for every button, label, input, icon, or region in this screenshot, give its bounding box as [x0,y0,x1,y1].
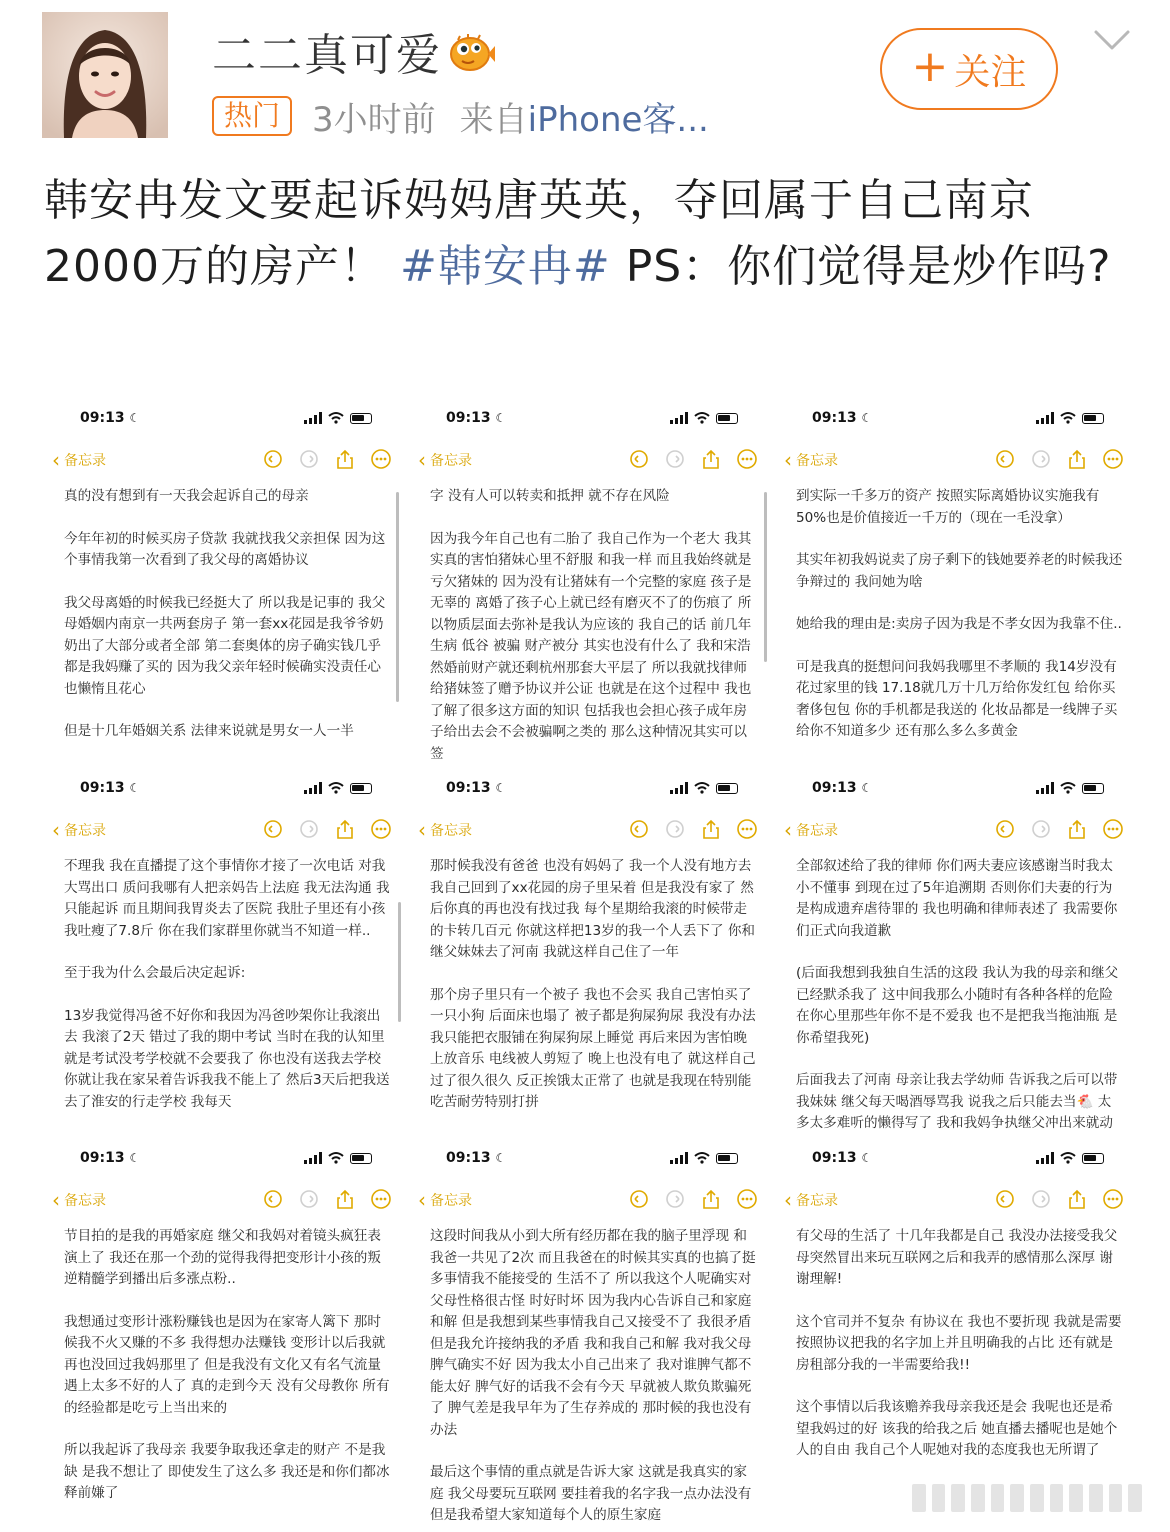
clock-rewind-icon[interactable] [262,448,284,470]
status-clock: 09:13 ☾ [80,780,141,796]
chevron-left-icon: ‹ [418,448,426,472]
status-clock: 09:13 ☾ [812,780,873,796]
share-icon[interactable] [700,818,722,840]
battery-icon [1082,783,1104,794]
status-bar [776,776,1134,806]
more-icon[interactable] [736,448,758,470]
status-bar [776,406,1134,436]
note-paragraph: 但是十几年婚姻关系 法律来说就是男女一人一半 [64,723,354,739]
post-text-ps: PS：你们觉得是炒作吗? [625,241,1112,292]
clock-rewind-icon[interactable] [262,1188,284,1210]
share-icon[interactable] [1066,818,1088,840]
back-button[interactable] [418,1190,472,1210]
status-bar [44,406,402,436]
post-meta [212,92,709,140]
status-clock: 09:13 ☾ [812,1150,873,1166]
battery-icon [716,783,738,794]
notes-screenshot[interactable] [44,762,402,1130]
notes-screenshot[interactable] [410,1132,768,1523]
notes-toolbar [776,818,1134,848]
redo-icon[interactable] [298,448,320,470]
notes-toolbar [44,818,402,848]
cellular-signal-icon [304,412,322,424]
source-app-link[interactable]: iPhone客... [527,99,709,140]
post-time: 3小时前 [312,99,436,140]
username[interactable]: 二二真可爱 [212,30,442,81]
chevron-left-icon: ‹ [418,1188,426,1212]
avatar[interactable] [42,12,168,138]
chevron-down-icon[interactable] [1093,26,1131,56]
back-button[interactable] [418,820,472,840]
note-content [64,486,392,743]
status-bar [410,1146,768,1176]
cellular-signal-icon [670,412,688,424]
status-clock: 09:13 ☾ [812,410,873,426]
status-clock: 09:13 ☾ [446,780,507,796]
back-label: 备忘录 [796,1193,838,1209]
hot-tag: 热门 [212,96,292,136]
note-paragraph: 有父母的生活了 十几年我都是自己 我没办法接受我父母突然冒出来玩互联网之后和我弄的感情那么深厚 谢谢理解! [796,1228,1118,1287]
notes-screenshot[interactable] [410,762,768,1130]
clock-rewind-icon[interactable] [994,448,1016,470]
status-clock: 09:13 ☾ [446,1150,507,1166]
note-content [64,856,392,1113]
battery-icon [350,783,372,794]
watermark-barcode [912,1478,1142,1518]
redo-icon[interactable] [298,818,320,840]
back-label: 备忘录 [64,823,106,839]
status-bar [44,1146,402,1176]
back-button[interactable] [52,450,106,470]
redo-icon[interactable] [1030,1188,1052,1210]
post-text-main: 韩安冉发文要起诉妈妈唐英英，夺回属于自己南京2000万的房产！ [44,175,1034,292]
note-content [64,1226,392,1505]
share-icon[interactable] [334,448,356,470]
note-paragraph: 所以我起诉了我母亲 我要争取我还拿走的财产 不是我缺 是我不想让了 即使发生了这么多 我还是和你们都冰释前嫌了 [64,1442,390,1501]
note-paragraph: 真的没有想到有一天我会起诉自己的母亲 [64,488,309,504]
share-icon[interactable] [700,1188,722,1210]
cellular-signal-icon [304,782,322,794]
more-icon[interactable] [1102,1188,1124,1210]
cellular-signal-icon [670,1152,688,1164]
note-paragraph: 可是我真的挺想问问我妈我哪里不孝顺的 我14岁没有花过家里的钱 17.18就几万十几万给你发红包 给你买奢侈包包 你的手机都是我送的 化妆品都是一线牌子买给你不知道多少 还有那么多么多黄金 [796,658,1118,739]
wifi-icon [1060,1152,1076,1164]
note-paragraph: 全部叙述给了我的律师 你们两夫妻应该感谢当时我太小不懂事 到现在过了5年追溯期 否则你们夫妻的行为是构成遗弃虐待罪的 我也明确和律师表述了 我需要你们正式向我道歉 [796,858,1118,939]
redo-icon[interactable] [664,818,686,840]
clock-rewind-icon[interactable] [994,1188,1016,1210]
wifi-icon [1060,412,1076,424]
more-icon[interactable] [736,1188,758,1210]
redo-icon[interactable] [1030,818,1052,840]
back-button[interactable] [784,1190,838,1210]
back-label: 备忘录 [64,1193,106,1209]
back-label: 备忘录 [796,823,838,839]
clock-rewind-icon[interactable] [628,448,650,470]
note-content [796,856,1124,1156]
wifi-icon [1060,782,1076,794]
notes-screenshot[interactable] [776,392,1134,760]
battery-icon [1082,413,1104,424]
note-paragraph: 她给我的理由是:卖房子因为我是不孝女因为我靠不住.. [796,616,1122,632]
note-content [796,486,1124,743]
share-icon[interactable] [1066,448,1088,470]
redo-icon[interactable] [664,448,686,470]
back-button[interactable] [784,450,838,470]
note-paragraph: 节目拍的是我的再婚家庭 继父和我妈对着镜头疯狂表演上了 我还在那一个劲的觉得我得把变形计小孩的叛逆精髓学到播出后多涨点粉.. [64,1228,381,1287]
status-bar [410,776,768,806]
note-paragraph: 后面我去了河南 母亲让我去学幼师 告诉我之后可以带我妹妹 继父每天喝酒辱骂我 说我之后只能去当🐔 太多太多难听的懒得写了 我和我妈争执继父冲出来就动 [796,1072,1118,1131]
more-icon[interactable] [370,818,392,840]
notes-toolbar [776,448,1134,478]
more-icon[interactable] [1102,818,1124,840]
redo-icon[interactable] [664,1188,686,1210]
back-label: 备忘录 [64,453,106,469]
wifi-icon [328,1152,344,1164]
note-paragraph: 最后这个事情的重点就是告诉大家 这就是我真实的家庭 我父母要玩互联网 要挂着我的名字我一点办法没有 但是我希望大家知道每个人的原生家庭 [430,1464,752,1523]
cellular-signal-icon [670,782,688,794]
note-paragraph: 这段时间我从小到大所有经历都在我的脑子里浮现 和我爸一共见了2次 而且我爸在的时候其实真的也搞了挺多事情我不能接受的 生活不了 所以我这个人呢确实对父母性格很古怪 时好时坏 因为我内心告诉自己和家庭和解 但是我想到某些事情我自己又接受不了 我很矛盾 但是我允许接纳我的矛盾 我和我自己和解 我对我父母脾气确实不好 因为我太小自己出来了 我对谁脾气都不能太好 脾气好的话我不会有今天 早就被人欺负欺骗死了 脾气差是我早年为了生存养成的 那时候的我也没有办法 [430,1228,756,1438]
notes-screenshot[interactable] [776,762,1134,1130]
share-icon[interactable] [700,448,722,470]
image-grid [44,392,1138,1523]
notes-toolbar [410,818,768,848]
wifi-icon [328,412,344,424]
notes-screenshot[interactable] [776,1132,1134,1500]
note-paragraph: 因为我今年自己也有二胎了 我自己作为一个老大 我其实真的害怕猪妹心里不舒服 和我一样 而且我始终就是亏欠猪妹的 因为没有让猪妹有一个完整的家庭 孩子是无辜的 离婚了孩子心上就已经有磨灭不了的伤痕了 所以物质层面去弥补是我认为应该的 我自己的话 前几年生病 低谷 被骗 财产被分 其实也没有什么了 我和宋浩然婚前财产就还剩杭州那套大平层了 所以我就找律师给猪妹签了赠予协议并公证 也就是在这个过程中 我也了解了很多这方面的知识 包括我也会担心孩子成年房子给出去会不会被骗啊之类的 那么这种情况其实可以签 [430,530,752,762]
chevron-left-icon: ‹ [52,448,60,472]
battery-icon [350,1153,372,1164]
clock-rewind-icon[interactable] [994,818,1016,840]
note-content [796,1226,1124,1462]
scrollbar[interactable] [398,902,401,1022]
cellular-signal-icon [1036,782,1054,794]
note-paragraph: 不理我 我在直播提了这个事情你才接了一次电话 对我大骂出口 质问我哪有人把亲妈告上法庭 我无法沟通 我只能起诉 而且期间我胃炎去了医院 我肚子里还有小孩我吐瘦了7.8斤 你在我们家群里你就当不知道一样.. [64,858,390,939]
status-bar [410,406,768,436]
note-paragraph: 那个房子里只有一个被子 我也不会买 我自己害怕买了一只小狗 后面床也塌了 被子都是狗屎狗尿 我没有办法 我只能把衣服铺在狗屎狗尿上睡觉 再后来因为害怕晚上放音乐 电线被人剪短了 晚上也没有电了 就这样自己过了很久很久 反正挨饿太正常了 也就是我现在特别能吃苦耐劳特别打拼 [430,986,756,1110]
battery-icon [716,413,738,424]
note-content [430,486,758,765]
wifi-icon [328,782,344,794]
notes-screenshot[interactable] [410,392,768,760]
more-icon[interactable] [1102,448,1124,470]
share-icon[interactable] [334,818,356,840]
status-clock: 09:13 ☾ [80,1150,141,1166]
note-content [430,1226,758,1527]
note-paragraph: 其实年初我妈说卖了房子剩下的钱她要养老的时候我还争辩过的 我问她为啥 [796,552,1123,590]
back-button[interactable] [52,820,106,840]
battery-icon [350,413,372,424]
note-paragraph: 我父母离婚的时候我已经挺大了 所以我是记事的 我父母婚姻内南京一共两套房子 第一套xx花园是我爷爷奶奶出了大部分或者全部 第二套奥体的房子确实钱几乎都是我妈赚了买的 因为我父亲年轻时候确实没责任心也懒惰且花心 [64,594,386,697]
note-paragraph: 这个官司并不复杂 有协议在 我也不要折现 我就是需要按照协议把我的名字加上并且明确我的占比 还有就是房租部分我的一半需要给我!! [796,1313,1122,1373]
follow-label: 关注 [954,51,1027,93]
battery-icon [716,1153,738,1164]
note-paragraph: 今年年初的时候买房子贷款 我就找我父亲担保 因为这个事情我第一次看到了我父母的离婚协议 [64,530,386,568]
notes-toolbar [44,1188,402,1218]
scrollbar[interactable] [764,492,767,662]
share-icon[interactable] [334,1188,356,1210]
notes-toolbar [410,448,768,478]
status-bar [44,776,402,806]
note-content [430,856,758,1114]
scrollbar[interactable] [396,492,399,702]
share-icon[interactable] [1066,1188,1088,1210]
cellular-signal-icon [1036,1152,1054,1164]
pufferfish-icon [446,32,496,74]
note-paragraph: 我想通过变形计涨粉赚钱也是因为在家寄人篱下 那时候我不火又赚的不多 我得想办法赚钱 变形计以后我就再也没回过我妈那里了 但是我没有文化又有名气流量 遇上太多不好的人了 真的走到今天 没有父母教你 所有的经验都是吃亏上当出来的 [64,1313,390,1416]
note-paragraph: 到实际一千多万的资产 按照实际离婚协议实施我有50%也是价值接近一千万的（现在一毛没拿） [796,488,1100,526]
chevron-left-icon: ‹ [784,1188,792,1212]
wifi-icon [694,782,710,794]
redo-icon[interactable] [298,1188,320,1210]
notes-toolbar [410,1188,768,1218]
redo-icon[interactable] [1030,448,1052,470]
more-icon[interactable] [370,448,392,470]
plus-icon: + [911,41,949,92]
more-icon[interactable] [736,818,758,840]
cellular-signal-icon [1036,412,1054,424]
notes-screenshot[interactable] [44,1132,402,1500]
note-paragraph: 至于我为什么会最后决定起诉: [64,965,246,981]
notes-screenshot[interactable] [44,392,402,760]
status-clock: 09:13 ☾ [446,410,507,426]
hashtag-link[interactable]: #韩安冉# [399,241,611,292]
note-paragraph: 字 没有人可以转卖和抵押 就不存在风险 [430,488,670,504]
status-clock: 09:13 ☾ [80,410,141,426]
chevron-left-icon: ‹ [784,448,792,472]
avatar-portrait-image [42,12,168,138]
post-body [44,168,1134,300]
chevron-left-icon: ‹ [418,818,426,842]
clock-rewind-icon[interactable] [628,1188,650,1210]
notes-toolbar [44,448,402,478]
clock-rewind-icon[interactable] [262,818,284,840]
note-paragraph: 那时候我没有爸爸 也没有妈妈了 我一个人没有地方去 我自己回到了xx花园的房子里呆着 但是我没有家了 然后你真的再也没有找过我 每个星期给我滚的时候带走的卡转几百元 你就这样把13岁的我一个人丢下了 你和继父妹妹去了河南 我就这样自己住了一年 [430,858,756,960]
note-paragraph: 这个事情以后我该赡养我母亲我还是会 我呢也还是希望我妈过的好 该我的给我之后 她直播去播呢也是她个人的自由 我自己个人呢她对我的态度我也无所谓了 [796,1399,1118,1458]
wifi-icon [694,1152,710,1164]
back-label: 备忘录 [430,823,472,839]
back-label: 备忘录 [430,1193,472,1209]
clock-rewind-icon[interactable] [628,818,650,840]
battery-icon [1082,1153,1104,1164]
back-button[interactable] [418,450,472,470]
chevron-left-icon: ‹ [52,818,60,842]
chevron-left-icon: ‹ [784,818,792,842]
status-bar [776,1146,1134,1176]
note-paragraph: 13岁我觉得冯爸不好你和我因为冯爸吵架你让我滚出去 我滚了2天 错过了我的期中考试 当时在我的认知里就是考试没考学校就不会要我了 你也没有送我去学校你就让我在家呆着告诉我我不能上了 然后3天后把我送去了淮安的行走学校 我每天 [64,1007,390,1110]
follow-button[interactable] [880,28,1058,110]
source-prefix: 来自 [459,99,528,140]
note-paragraph: (后面我想到我独自生活的这段 我认为我的母亲和继父已经默杀我了 这中间我那么小随时有各种各样的危险 在你心里那些年你不是不爱我 也不是把我当拖油瓶 是你希望我死) [796,965,1119,1046]
wifi-icon [694,412,710,424]
chevron-left-icon: ‹ [52,1188,60,1212]
notes-toolbar [776,1188,1134,1218]
back-label: 备忘录 [796,453,838,469]
cellular-signal-icon [304,1152,322,1164]
more-icon[interactable] [370,1188,392,1210]
back-label: 备忘录 [430,453,472,469]
back-button[interactable] [52,1190,106,1210]
back-button[interactable] [784,820,838,840]
